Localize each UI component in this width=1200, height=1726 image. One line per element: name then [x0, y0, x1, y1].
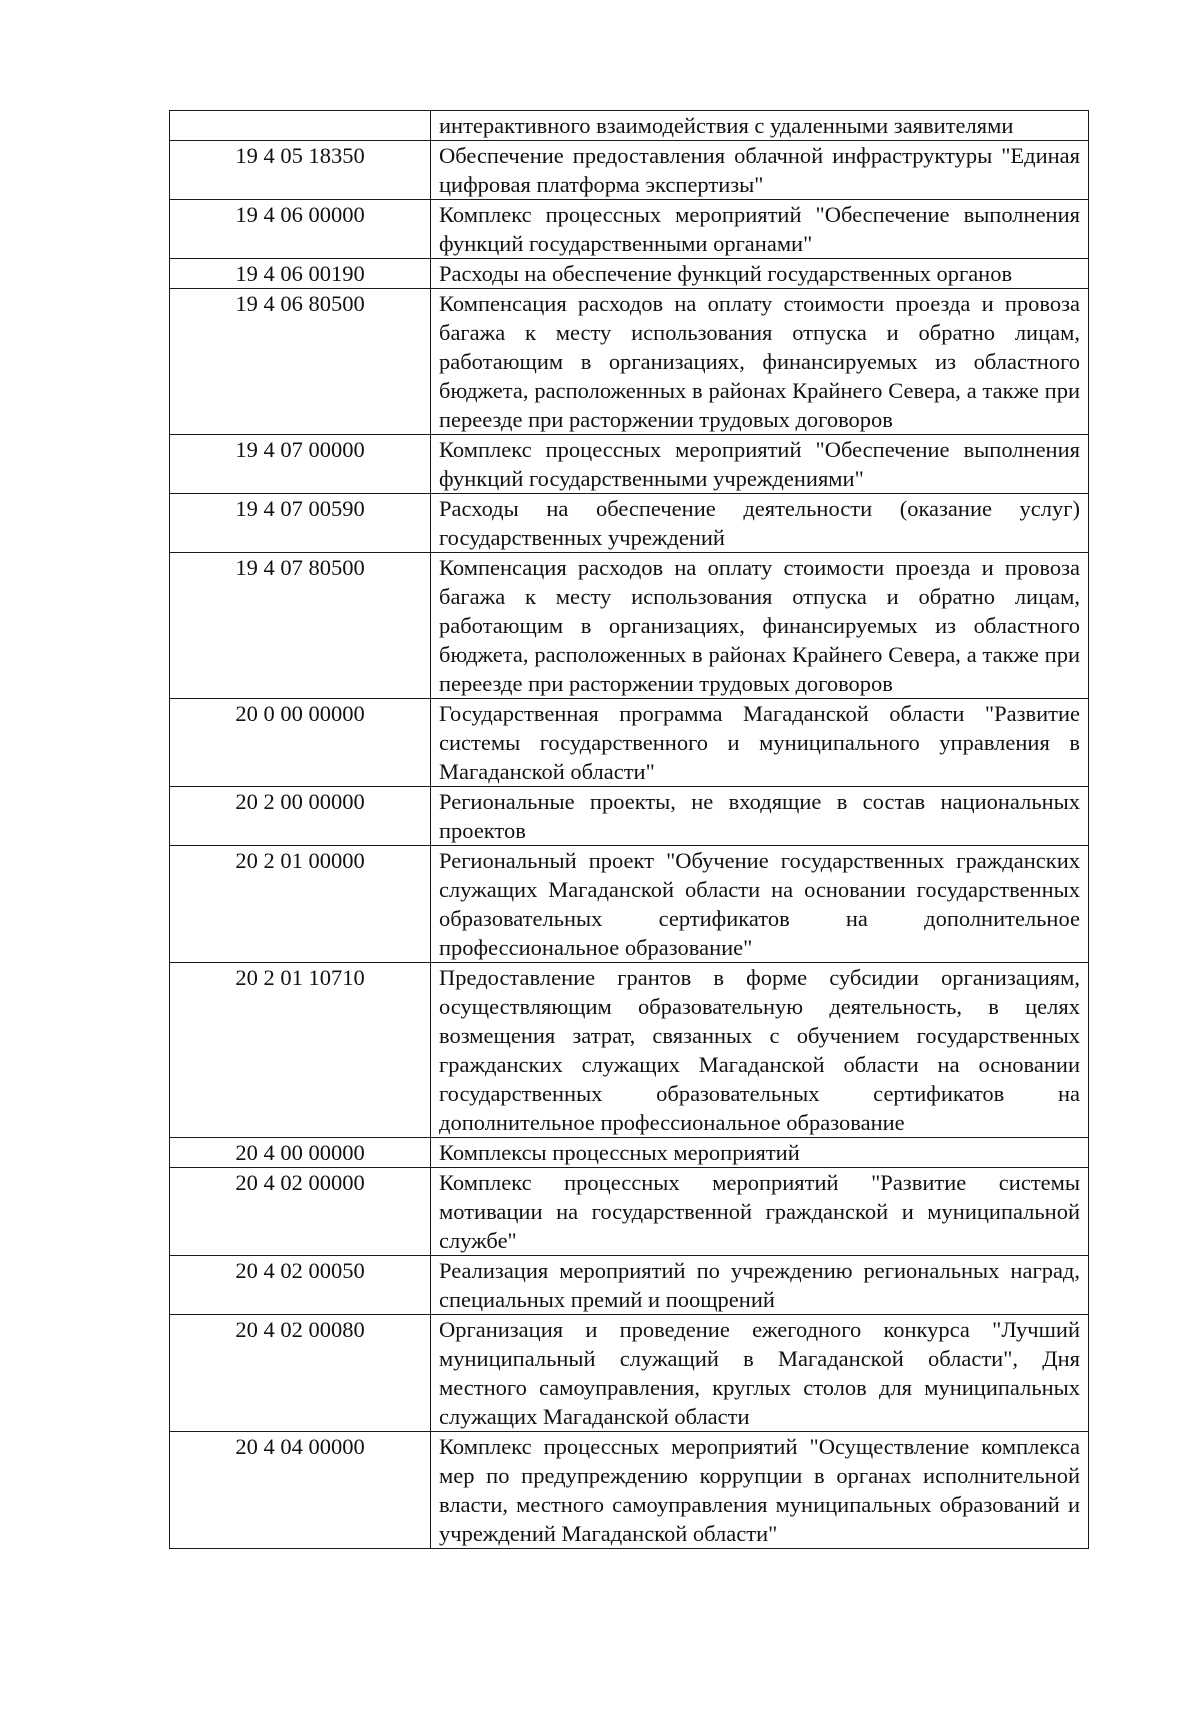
- row-code: 19 4 07 00000: [170, 435, 431, 494]
- table-row: [170, 1168, 1089, 1256]
- row-name: Организация и проведение ежегодного конкурса "Лучший муниципальный служащий в Магаданской области", Дня местного самоуправления, круглых столов для муниципальных служащих Магаданской области: [431, 1315, 1089, 1432]
- row-name: Предоставление грантов в форме субсидии организациям, осуществляющим образовательную деятельность, в целях возмещения затрат, связанных с обучением государственных гражданских служащих Магаданской области на основании государственных образовательных сертификатов на дополнительное профессиональное образование: [431, 963, 1089, 1138]
- row-name: интерактивного взаимодействия с удаленными заявителями: [431, 111, 1089, 141]
- row-code: 19 4 07 00590: [170, 494, 431, 553]
- classification-table: [169, 110, 1089, 1549]
- table-row: [170, 259, 1089, 289]
- row-name: Обеспечение предоставления облачной инфраструктуры "Единая цифровая платформа экспертизы": [431, 141, 1089, 200]
- table-row: [170, 699, 1089, 787]
- row-code: 20 4 02 00000: [170, 1168, 431, 1256]
- table-row: [170, 289, 1089, 435]
- row-code: 19 4 06 00190: [170, 259, 431, 289]
- row-name: Комплекс процессных мероприятий "Обеспечение выполнения функций государственными органами": [431, 200, 1089, 259]
- table-row: [170, 111, 1089, 141]
- row-name: Комплекс процессных мероприятий "Обеспечение выполнения функций государственными учреждениями": [431, 435, 1089, 494]
- row-name: Региональный проект "Обучение государственных гражданских служащих Магаданской области на основании государственных образовательных сертификатов на дополнительное профессиональное образование": [431, 846, 1089, 963]
- table-row: [170, 963, 1089, 1138]
- table-row: [170, 1315, 1089, 1432]
- row-code: 20 2 01 10710: [170, 963, 431, 1138]
- table-row: [170, 1432, 1089, 1549]
- table-row: [170, 1256, 1089, 1315]
- row-name: Комплекс процессных мероприятий "Развитие системы мотивации на государственной гражданской и муниципальной службе": [431, 1168, 1089, 1256]
- row-code: 19 4 07 80500: [170, 553, 431, 699]
- table-row: [170, 553, 1089, 699]
- row-code: 20 4 04 00000: [170, 1432, 431, 1549]
- table-row: [170, 141, 1089, 200]
- row-code: 20 4 02 00050: [170, 1256, 431, 1315]
- row-code: 20 0 00 00000: [170, 699, 431, 787]
- row-name: Реализация мероприятий по учреждению региональных наград, специальных премий и поощрений: [431, 1256, 1089, 1315]
- row-name: Расходы на обеспечение функций государственных органов: [431, 259, 1089, 289]
- row-code: 20 2 01 00000: [170, 846, 431, 963]
- table-row: [170, 200, 1089, 259]
- row-code: 19 4 05 18350: [170, 141, 431, 200]
- table-row: [170, 787, 1089, 846]
- table-row: [170, 435, 1089, 494]
- row-code: [170, 111, 431, 141]
- row-code: 20 4 02 00080: [170, 1315, 431, 1432]
- table-row: [170, 1138, 1089, 1168]
- row-name: Комплексы процессных мероприятий: [431, 1138, 1089, 1168]
- row-name: Компенсация расходов на оплату стоимости проезда и провоза багажа к месту использования отпуска и обратно лицам, работающим в организациях, финансируемых из областного бюджета, расположенных в районах Крайнего Севера, а также при переезде при расторжении трудовых договоров: [431, 553, 1089, 699]
- table-body: [170, 111, 1089, 1549]
- row-code: 19 4 06 80500: [170, 289, 431, 435]
- row-name: Компенсация расходов на оплату стоимости проезда и провоза багажа к месту использования отпуска и обратно лицам, работающим в организациях, финансируемых из областного бюджета, расположенных в районах Крайнего Севера, а также при переезде при расторжении трудовых договоров: [431, 289, 1089, 435]
- row-name: Комплекс процессных мероприятий "Осуществление комплекса мер по предупреждению коррупции в органах исполнительной власти, местного самоуправления муниципальных образований и учреждений Магаданской области": [431, 1432, 1089, 1549]
- row-code: 19 4 06 00000: [170, 200, 431, 259]
- row-code: 20 2 00 00000: [170, 787, 431, 846]
- table-row: [170, 494, 1089, 553]
- row-name: Расходы на обеспечение деятельности (оказание услуг) государственных учреждений: [431, 494, 1089, 553]
- row-code: 20 4 00 00000: [170, 1138, 431, 1168]
- table-row: [170, 846, 1089, 963]
- row-name: Государственная программа Магаданской области "Развитие системы государственного и муниципального управления в Магаданской области": [431, 699, 1089, 787]
- row-name: Региональные проекты, не входящие в состав национальных проектов: [431, 787, 1089, 846]
